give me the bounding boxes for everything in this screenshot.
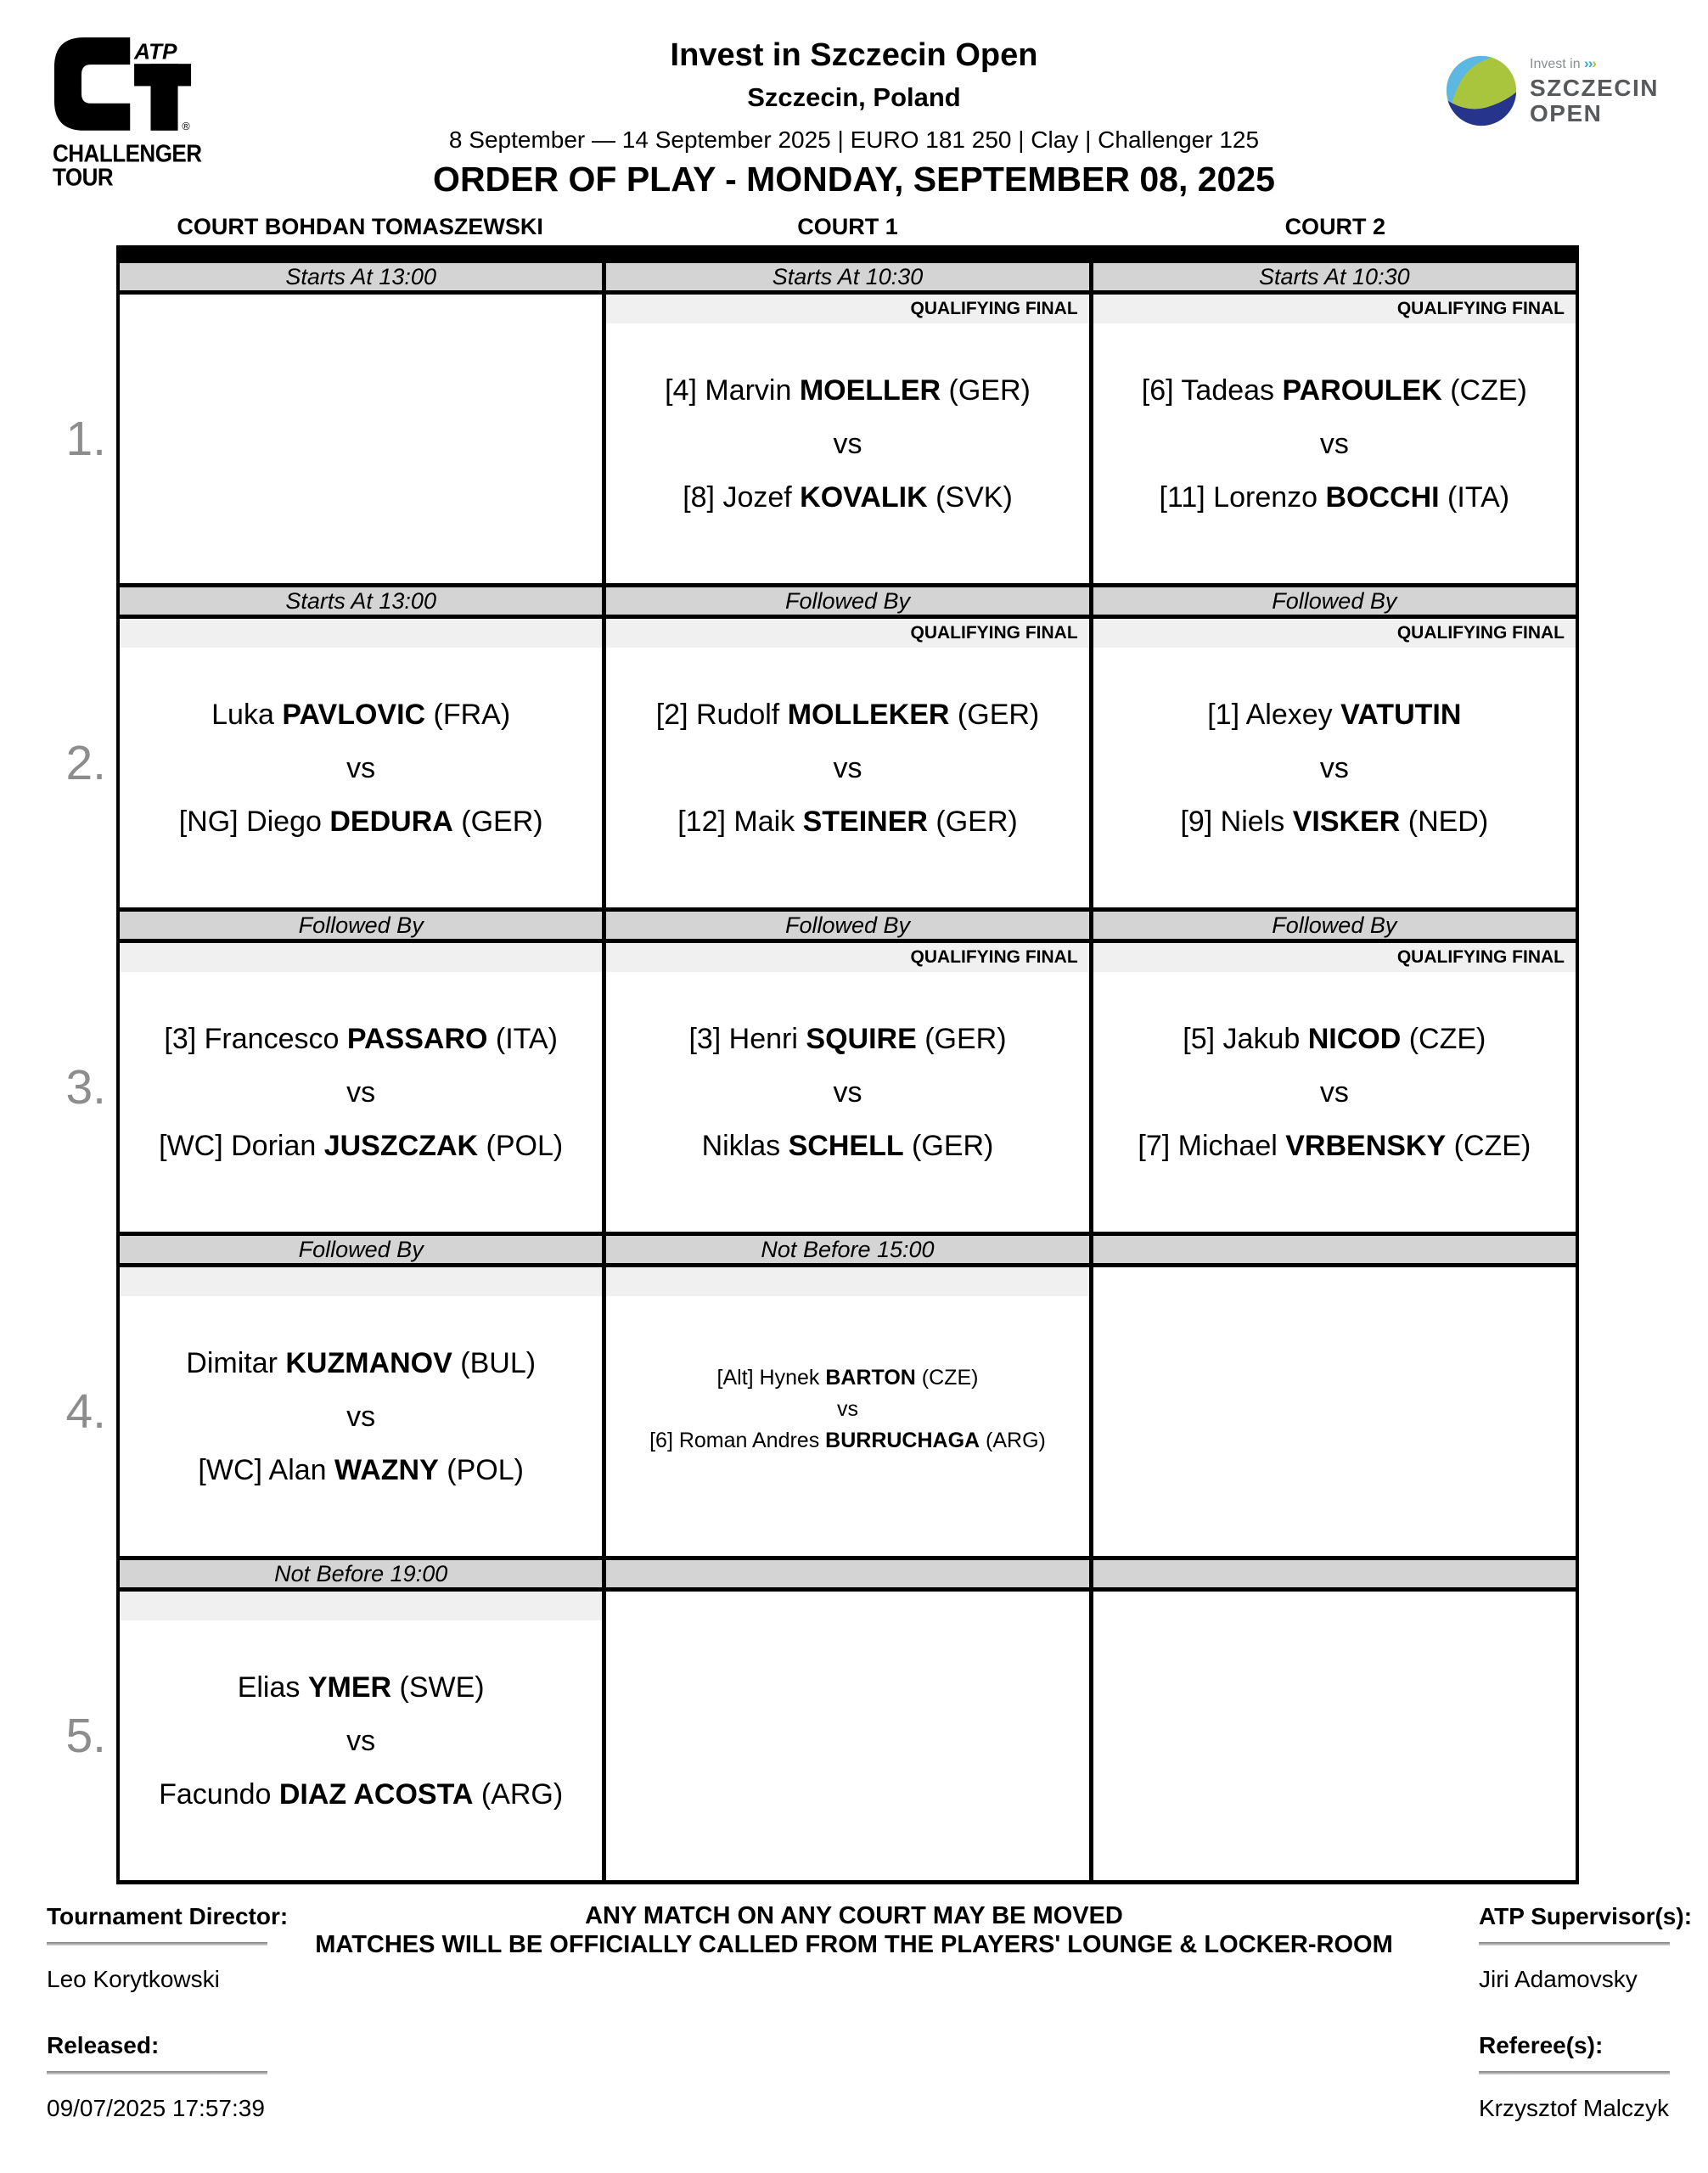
released-timestamp: 09/07/2025 17:57:39 [47, 2095, 265, 2121]
player-line [159, 1130, 563, 1163]
row-number: 5. [65, 1709, 106, 1763]
player-surname: VISKER [1292, 805, 1401, 838]
player-pre: [6] Roman Andres [649, 1428, 826, 1452]
atp-supervisor-label: ATP Supervisor(s): [1479, 1903, 1693, 1929]
match-row-4 [65, 1267, 1576, 1556]
player-line [164, 1023, 558, 1056]
divider-line [1479, 2071, 1670, 2075]
referee-name: Krzysztof Malczyk [1479, 2095, 1670, 2121]
empty-cell [606, 1592, 1093, 1880]
player-line [211, 699, 510, 732]
match-cell [120, 1592, 606, 1880]
match [1093, 648, 1576, 907]
time-band: Starts At 10:30 [606, 263, 1093, 290]
player-surname: BURRUCHAGA [825, 1428, 980, 1452]
match-cell [606, 943, 1093, 1232]
player-line [179, 806, 543, 839]
player-line [702, 1130, 994, 1163]
player-surname: MOLLEKER [787, 698, 950, 731]
szczecin-text: SZCZECIN [1530, 74, 1659, 101]
divider-line [47, 1942, 267, 1946]
player-post: (GER) [452, 805, 543, 838]
round-label [120, 619, 602, 648]
round-label [120, 943, 602, 972]
player-post: (ARG) [473, 1777, 564, 1811]
player-post: (CZE) [915, 1365, 979, 1390]
row-number: 1. [65, 412, 106, 466]
player-line [1160, 481, 1510, 514]
player-surname: STEINER [802, 805, 928, 838]
divider-line [1479, 1942, 1670, 1946]
player-post: (POL) [478, 1129, 564, 1162]
round-label [606, 1267, 1088, 1296]
player-line [649, 1429, 1046, 1453]
player-surname: VATUTIN [1340, 698, 1462, 731]
match-cell [120, 1267, 606, 1556]
footer-right [1479, 1903, 1700, 2122]
match [606, 1296, 1088, 1556]
match-row-1 [65, 295, 1576, 583]
match [120, 1620, 602, 1880]
match-cell [120, 943, 606, 1232]
time-band: Starts At 13:00 [120, 263, 606, 290]
player-line [159, 1778, 563, 1811]
player-pre: [8] Jozef [683, 480, 801, 514]
order-of-play-title: ORDER OF PLAY - MONDAY, SEPTEMBER 08, 2025 [433, 160, 1275, 199]
player-post: (CZE) [1446, 1129, 1531, 1162]
referee-label: Referee(s): [1479, 2032, 1604, 2058]
vs-label: vs [1319, 751, 1349, 784]
player-pre: Luka [211, 698, 283, 731]
time-band: Followed By [120, 912, 606, 939]
player-post: (GER) [927, 805, 1018, 838]
player-surname: PAVLOVIC [282, 698, 426, 731]
player-line [1180, 806, 1488, 839]
court-header-court-2: COURT 2 [1284, 214, 1386, 239]
time-band: Not Before 19:00 [120, 1560, 606, 1587]
player-line [1142, 374, 1527, 407]
round-label: QUALIFYING FINAL [1093, 619, 1576, 648]
vs-label: vs [1319, 1075, 1349, 1109]
match [1093, 972, 1576, 1232]
notice-line-2: MATCHES WILL BE OFFICIALLY CALLED FROM THE PLAYERS' LOUNGE & LOCKER-ROOM [315, 1931, 1393, 1959]
match [120, 1296, 602, 1556]
time-band: Followed By [1272, 588, 1397, 614]
player-post: (FRA) [425, 698, 511, 731]
match-cell [1093, 295, 1576, 583]
time-band: Followed By [1272, 912, 1397, 938]
player-surname: MOELLER [799, 373, 941, 407]
player-pre: Niklas [701, 1129, 789, 1162]
player-surname: DEDURA [329, 805, 453, 838]
tournament-director-label: Tournament Director: [47, 1903, 289, 1929]
match-cell [606, 295, 1093, 583]
match-row-5 [65, 1592, 1576, 1880]
notice-line-1: ANY MATCH ON ANY COURT MAY BE MOVED [585, 1902, 1123, 1929]
tournament-title: Invest in Szczecin Open [670, 37, 1038, 73]
player-surname: KOVALIK [800, 480, 928, 514]
player-surname: SCHELL [788, 1129, 904, 1162]
time-band-row-2 [120, 583, 1576, 619]
player-post: (ITA) [1439, 480, 1510, 514]
match [606, 648, 1088, 907]
time-band: Starts At 13:00 [120, 587, 606, 615]
player-post: (GER) [903, 1129, 994, 1162]
player-surname: VRBENSKY [1285, 1129, 1447, 1162]
vs-label: vs [346, 1075, 376, 1109]
time-band-row-3 [120, 907, 1576, 943]
player-line [677, 806, 1018, 839]
court-header-bohdan-tomaszewski: COURT BOHDAN TOMASZEWSKI [177, 214, 543, 239]
open-text: OPEN [1530, 100, 1603, 126]
court-header-court-1: COURT 1 [797, 214, 898, 239]
player-surname: SQUIRE [806, 1022, 917, 1055]
player-post: (SVK) [927, 480, 1013, 514]
match-row-3 [65, 943, 1576, 1232]
vs-label: vs [833, 427, 862, 460]
match-cell [120, 619, 606, 907]
player-post: (POL) [438, 1453, 524, 1486]
player-pre: [9] Niels [1180, 805, 1293, 838]
match [606, 972, 1088, 1232]
time-band [606, 1560, 1093, 1587]
player-post: (CZE) [1401, 1022, 1486, 1055]
vs-label: vs [836, 1396, 858, 1421]
player-pre: [WC] Dorian [159, 1129, 324, 1162]
divider-line [47, 2071, 267, 2075]
invest-in-prefix [1530, 55, 1659, 72]
time-band: Followed By [606, 912, 1093, 939]
match [120, 648, 602, 907]
tournament-location: Szczecin, Poland [747, 82, 961, 112]
round-label: QUALIFYING FINAL [1093, 295, 1576, 323]
time-band [1093, 1236, 1576, 1263]
time-band: Followed By [120, 1236, 606, 1263]
schedule-table [65, 214, 1579, 1884]
footer-notice [260, 1901, 1448, 1959]
round-label: QUALIFYING FINAL [1093, 943, 1576, 972]
round-label: QUALIFYING FINAL [606, 943, 1088, 972]
atp-supervisor-name: Jiri Adamovsky [1479, 1966, 1638, 1992]
player-line [198, 1454, 524, 1487]
player-line [656, 699, 1040, 732]
vs-label: vs [346, 1400, 376, 1433]
player-pre: [7] Michael [1138, 1129, 1286, 1162]
player-post: (GER) [916, 1022, 1007, 1055]
player-surname: WAZNY [334, 1453, 439, 1486]
player-surname: BOCCHI [1325, 480, 1440, 514]
player-pre: [Alt] Hynek [716, 1365, 826, 1390]
tournament-details: 8 September — 14 September 2025 | EURO 181 250 | Clay | Challenger 125 [448, 126, 1260, 153]
player-line [1183, 1023, 1486, 1056]
vs-label: vs [833, 1075, 862, 1109]
player-pre: [12] Maik [677, 805, 803, 838]
row-number: 4. [65, 1384, 106, 1439]
player-surname: YMER [307, 1670, 392, 1704]
empty-cell [120, 295, 606, 583]
player-post: (GER) [949, 698, 1040, 731]
player-post: (BUL) [452, 1346, 537, 1379]
player-pre: [1] Alexey [1207, 698, 1341, 731]
player-pre: Facundo [159, 1777, 279, 1811]
player-line [1138, 1130, 1531, 1163]
time-band: Followed By [606, 587, 1093, 615]
match-cell [606, 1267, 1093, 1556]
match-row-2 [65, 619, 1576, 907]
player-pre: [3] Francesco [164, 1022, 347, 1055]
player-pre: Dimitar [186, 1346, 286, 1379]
round-label [120, 1267, 602, 1296]
time-band [1093, 1560, 1576, 1587]
player-line [683, 481, 1013, 514]
player-surname: KUZMANOV [285, 1346, 452, 1379]
player-post: (SWE) [391, 1670, 485, 1704]
row-number: 3. [65, 1060, 106, 1115]
player-surname: DIAZ ACOSTA [278, 1777, 474, 1811]
szczecin-open-logo [1445, 54, 1659, 127]
empty-cell [1093, 1267, 1576, 1556]
match-cell [1093, 619, 1576, 907]
chevrons-icon: ››› [1584, 54, 1597, 71]
player-pre: [6] Tadeas [1141, 373, 1283, 407]
challenger-text: CHALLENGER [53, 138, 202, 168]
player-line [238, 1671, 485, 1704]
vs-label: vs [346, 1724, 376, 1757]
time-band: Starts At 10:30 [1259, 264, 1410, 289]
time-band-row-4 [120, 1232, 1576, 1267]
player-pre: Elias [237, 1670, 308, 1704]
vs-label: vs [833, 751, 862, 784]
time-band-row-5 [120, 1556, 1576, 1592]
player-pre: [WC] Alan [198, 1453, 335, 1486]
court-headers [116, 214, 1579, 240]
player-post: (NED) [1400, 805, 1489, 838]
schedule-grid [65, 245, 1579, 1884]
player-surname: JUSZCZAK [323, 1129, 479, 1162]
player-post: (CZE) [1441, 373, 1527, 407]
player-line [665, 374, 1031, 407]
tennis-ball-icon [1445, 54, 1518, 127]
player-surname: PASSARO [346, 1022, 488, 1055]
player-post: (ARG) [980, 1428, 1046, 1452]
player-pre: [2] Rudolf [655, 698, 788, 731]
player-pre: [NG] Diego [178, 805, 330, 838]
player-post: (GER) [941, 373, 1031, 407]
tournament-director-name: Leo Korytkowski [47, 1966, 220, 1992]
empty-cell [1093, 1592, 1576, 1880]
match [120, 972, 602, 1232]
player-pre: [5] Jakub [1183, 1022, 1308, 1055]
registered-mark: ® [182, 120, 190, 131]
player-surname: PAROULEK [1282, 373, 1442, 407]
released-label: Released: [47, 2032, 160, 2058]
round-label: QUALIFYING FINAL [606, 619, 1088, 648]
player-pre: [11] Lorenzo [1159, 480, 1326, 514]
player-pre: [3] Henri [688, 1022, 806, 1055]
round-label [120, 1592, 602, 1620]
player-surname: NICOD [1307, 1022, 1402, 1055]
match [606, 323, 1088, 583]
time-band: Not Before 15:00 [606, 1236, 1093, 1263]
time-band-row-1 [120, 259, 1576, 295]
player-line [186, 1347, 536, 1380]
player-post: (ITA) [487, 1022, 558, 1055]
player-surname: BARTON [825, 1365, 916, 1390]
atp-badge-text: ATP [134, 38, 177, 65]
row-number: 2. [65, 736, 106, 790]
tour-text: TOUR [53, 163, 114, 192]
invest-in-text: Invest in [1530, 56, 1581, 71]
player-line [717, 1366, 979, 1390]
player-pre: [4] Marvin [665, 373, 800, 407]
player-line [1207, 699, 1461, 732]
match-cell [606, 619, 1093, 907]
match-cell [1093, 943, 1576, 1232]
table-top-bar [120, 245, 1576, 259]
vs-label: vs [346, 751, 376, 784]
player-line [688, 1023, 1006, 1056]
vs-label: vs [1319, 427, 1349, 460]
match [1093, 323, 1576, 583]
szczecin-open-wordmark [1530, 55, 1659, 126]
round-label: QUALIFYING FINAL [606, 295, 1088, 323]
